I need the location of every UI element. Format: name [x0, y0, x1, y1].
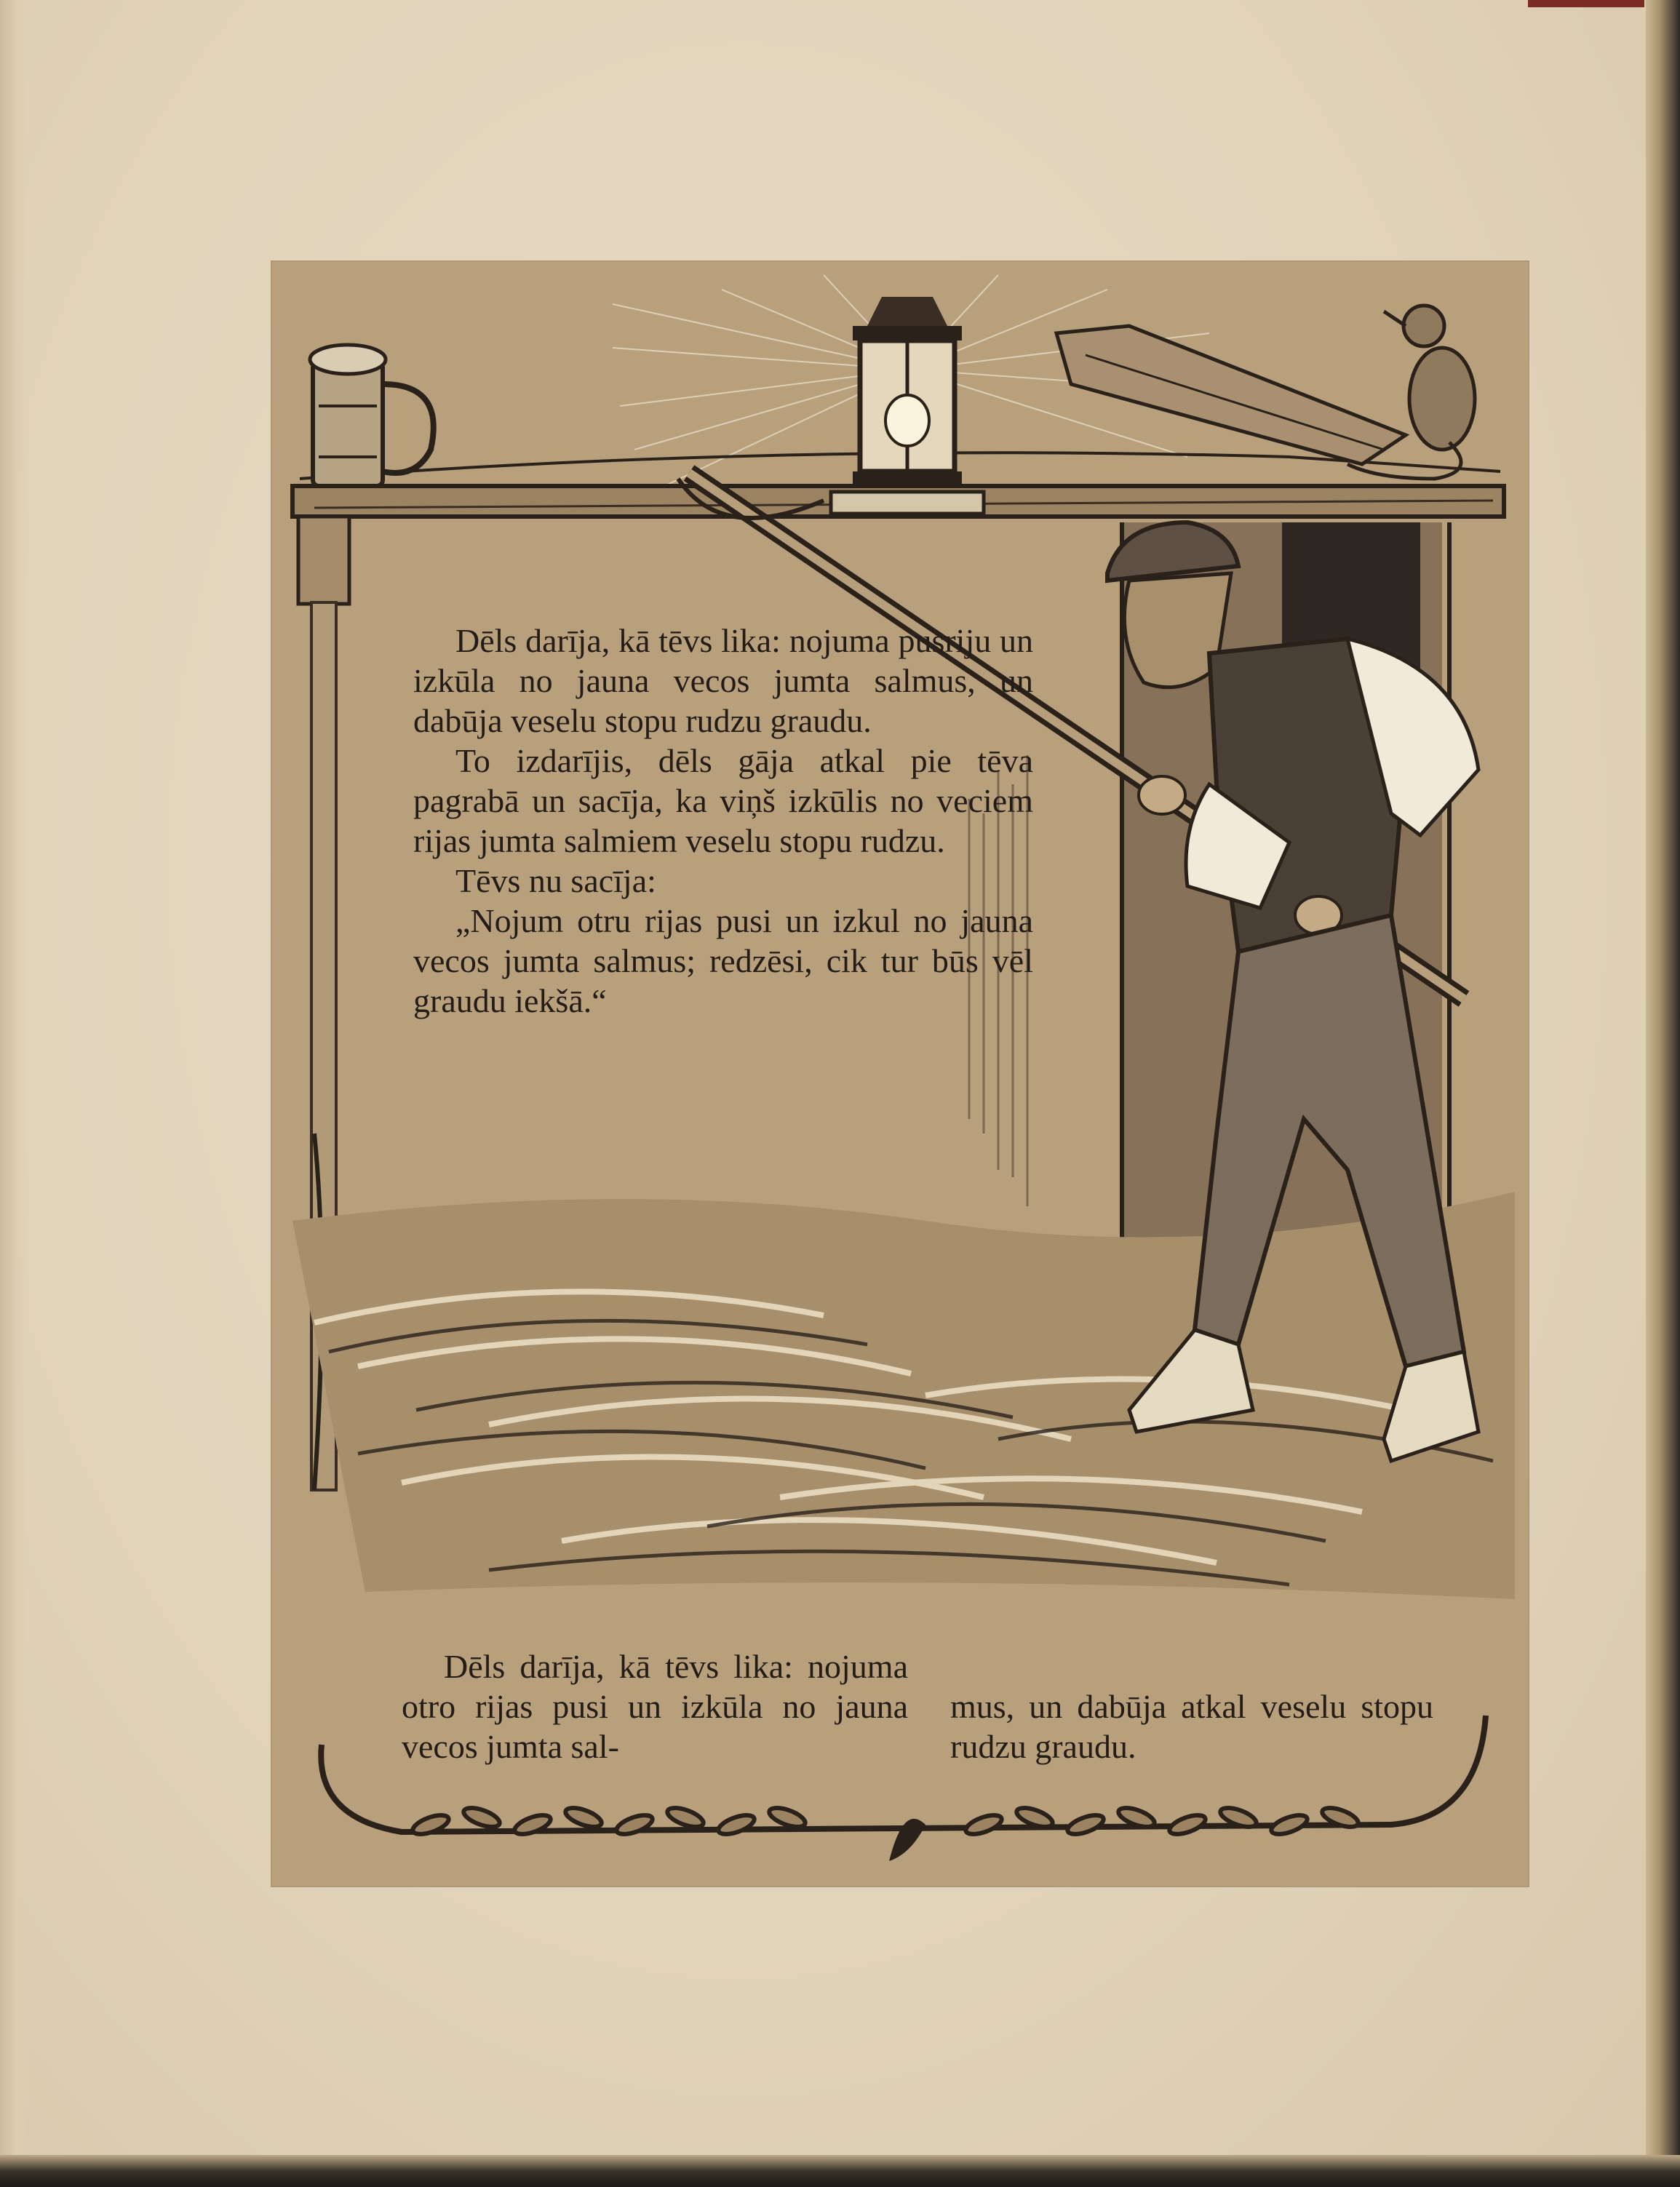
paragraph-4: „Nojum otru rijas pusi un izkul no jauna vecos jumta salmus; redzēsi, cik tur būs vēl graudu iekšā.“: [413, 902, 1033, 1019]
straw-pile: [292, 1192, 1515, 1599]
beer-mug-icon: [310, 345, 434, 486]
paragraph-2: To izdarījis, dēls gāja atkal pie tēva pagrabā un sacīja, ka viņš izkūlis no veciem rijas jumta salmiem veselu stopu rudzu.: [413, 742, 1033, 859]
illustration-svg: [271, 260, 1529, 1887]
lower-text-right-column: mus, un dabūja atkal veselu stopu rudzu graudu.: [950, 1688, 1433, 1765]
lower-text-left-column: Dēls darīja, kā tēvs lika: nojuma otro rijas pusi un izkūla no jauna vecos jumta sal-: [402, 1648, 908, 1765]
page-bottom-edge: [0, 2155, 1680, 2187]
illustration-plate: [271, 260, 1529, 1887]
page-right-edge: [1646, 0, 1680, 2187]
paragraph-1: Dēls darīja, kā tēvs lika: nojuma pusriju un izkūla no jauna vecos jumta salmus, un dabūja veselu stopu rudzu graudu.: [413, 622, 1033, 739]
binding-mark: [1528, 0, 1644, 7]
page-spine-shadow: [0, 0, 28, 2158]
paragraph-3: Tēvs nu sacīja:: [455, 862, 656, 899]
upper-story-text: [413, 621, 1033, 1021]
lantern-icon: [853, 297, 962, 487]
wooden-shovel-icon: [1056, 326, 1406, 464]
